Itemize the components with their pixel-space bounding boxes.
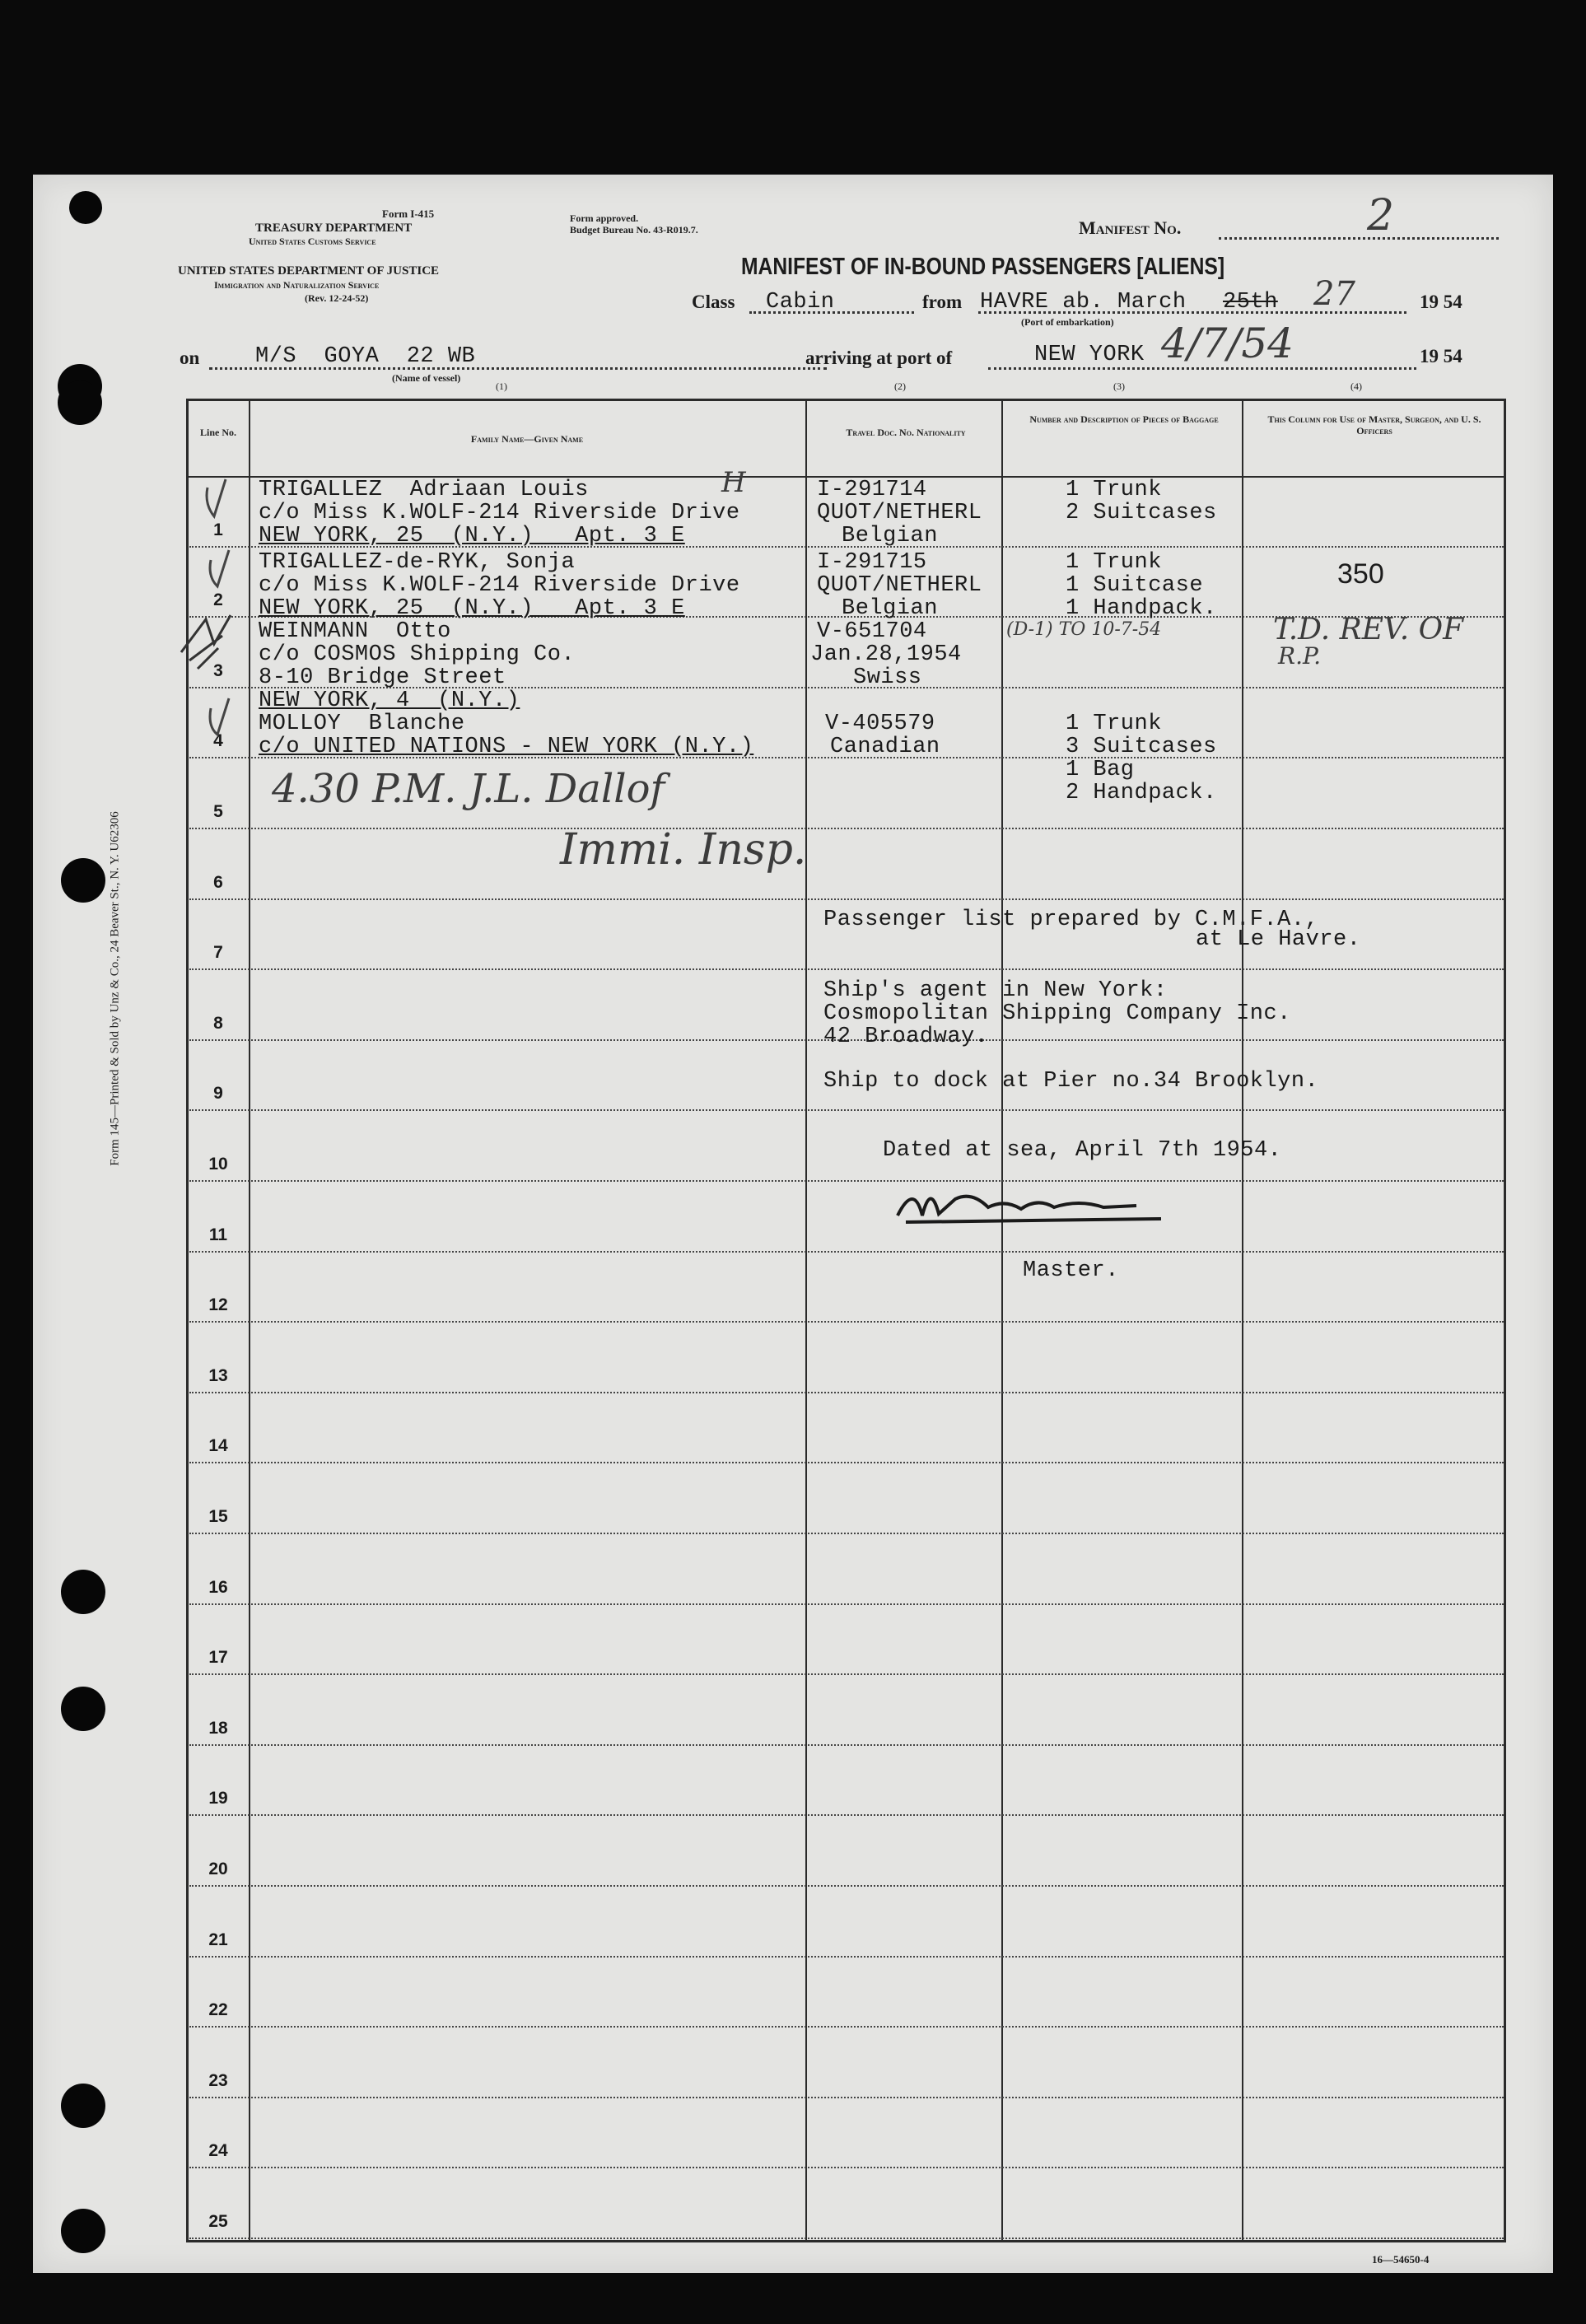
officer-hand-note: T.D. REV. OF <box>1273 613 1464 646</box>
passenger-name-line: MOLLOY Blanche <box>259 712 465 736</box>
manifest-no-line <box>1219 237 1499 240</box>
nationality: Swiss <box>853 665 922 690</box>
table-bottom-border <box>186 2240 1505 2242</box>
row-divider <box>189 1109 1504 1111</box>
arriving-label: arriving at port of <box>805 348 953 368</box>
year-2: 19 54 <box>1420 346 1462 366</box>
table-top-border <box>186 399 1505 401</box>
officer-note-number: 350 <box>1337 558 1384 590</box>
form-number: Form I-415 <box>382 208 435 220</box>
arrival-port: NEW YORK <box>1034 343 1145 367</box>
row-number: 18 <box>208 1718 228 1738</box>
baggage-item: 1 Trunk <box>1066 478 1162 502</box>
row-divider <box>189 1180 1504 1182</box>
side-printer-text: Form 145—Printed & Sold by Unz & Co., 24 Beaver St., N. Y. U62306 <box>108 811 122 1166</box>
passenger-address-line: c/o Miss K.WOLF-214 Riverside Drive <box>259 573 740 598</box>
footer-code: 16—54650-4 <box>1372 2253 1430 2266</box>
baggage-item: 3 Suitcases <box>1066 735 1217 759</box>
baggage-item: 1 Trunk <box>1066 550 1162 575</box>
passenger-address-line: NEW YORK, 25 (N.Y.) Apt. 3 E <box>259 524 685 548</box>
travel-doc-no: I-291715 <box>817 550 927 575</box>
travel-doc-no: I-291714 <box>817 478 927 502</box>
from-hand-date: 27 <box>1313 275 1355 313</box>
travel-doc-type: QUOT/NETHERL <box>817 501 982 525</box>
travel-doc-no: V-651704 <box>817 619 927 644</box>
row-number: 14 <box>208 1436 228 1456</box>
row-divider <box>189 1673 1504 1675</box>
row-number: 9 <box>213 1084 223 1104</box>
row-divider <box>189 1251 1504 1253</box>
revision-label: (Rev. 12-24-52) <box>305 292 369 304</box>
row-divider <box>189 898 1504 900</box>
from-struck-date: 25th <box>1223 290 1278 315</box>
justice-label: UNITED STATES DEPARTMENT OF JUSTICE <box>178 264 440 278</box>
passenger-address-line: c/o Miss K.WOLF-214 Riverside Drive <box>259 501 740 525</box>
immigration-label: Immigration and Naturalization Service <box>214 279 380 291</box>
nationality: Belgian <box>842 596 938 621</box>
row-number: 10 <box>208 1155 228 1174</box>
row-number: 24 <box>208 2141 228 2161</box>
year-1: 19 54 <box>1420 292 1462 312</box>
row-number: 15 <box>208 1507 228 1526</box>
prepared-note: Passenger list prepared by C.M.F.A., <box>823 908 1319 932</box>
row-divider <box>189 1603 1504 1605</box>
vessel-note: (Name of vessel) <box>392 372 461 384</box>
row-number: 1 <box>213 520 223 539</box>
row-number: 5 <box>213 802 223 821</box>
punch-hole <box>61 1687 105 1731</box>
row-number: 17 <box>208 1648 228 1668</box>
punch-hole <box>61 2209 105 2253</box>
master-signature <box>889 1174 1169 1232</box>
treasury-label: TREASURY DEPARTMENT <box>255 222 413 235</box>
baggage-item: 1 Trunk <box>1066 712 1162 736</box>
passenger-address-line: c/o UNITED NATIONS - NEW YORK (N.Y.) <box>259 735 754 759</box>
form-approved: Form approved. <box>570 212 639 224</box>
row-number: 20 <box>208 1860 228 1878</box>
row-number: 21 <box>208 1930 228 1949</box>
row-divider <box>189 2026 1504 2028</box>
row-divider <box>189 1462 1504 1463</box>
passenger-address-line: c/o COSMOS Shipping Co. <box>259 642 576 667</box>
punch-hole <box>58 380 102 425</box>
hand-mark: H <box>721 466 746 499</box>
on-label: on <box>180 348 200 368</box>
passenger-name-line: TRIGALLEZ-de-RYK, Sonja <box>259 550 576 575</box>
punch-hole <box>61 1570 105 1614</box>
budget-bureau: Budget Bureau No. 43-R019.7. <box>570 224 698 236</box>
inspector-title: Immi. Insp. <box>560 825 807 875</box>
agent-note: Ship's agent in New York: <box>823 978 1168 1003</box>
punch-hole <box>61 2084 105 2128</box>
row-number: 12 <box>208 1295 228 1315</box>
row-divider <box>189 1533 1504 1534</box>
passenger-address-line: 8-10 Bridge Street <box>259 665 506 690</box>
dock-note: Ship to dock at Pier no.34 Brooklyn. <box>823 1069 1319 1094</box>
arrival-line <box>988 367 1416 370</box>
dated-note: Dated at sea, April 7th 1954. <box>883 1138 1282 1163</box>
baggage-item: 2 Handpack. <box>1066 781 1217 805</box>
col-header-line: Line No. <box>199 427 236 438</box>
row-number: 13 <box>208 1365 228 1385</box>
from-value: HAVRE ab. March <box>980 290 1187 315</box>
travel-doc-date: Jan.28,1954 <box>810 642 962 667</box>
col-num-3: (3) <box>1113 380 1125 392</box>
row-divider <box>189 1321 1504 1323</box>
row-number: 23 <box>208 2070 228 2090</box>
handwritten-scribble-icon <box>173 603 247 677</box>
customs-label: United States Customs Service <box>249 236 376 247</box>
table-right-border <box>1504 399 1506 2242</box>
row-divider <box>189 2097 1504 2098</box>
row-number: 2 <box>213 590 223 610</box>
row-divider <box>189 1744 1504 1746</box>
travel-doc-type: QUOT/NETHERL <box>817 573 982 598</box>
vessel-name: M/S GOYA 22 WB <box>255 344 476 369</box>
baggage-item: 2 Suitcases <box>1066 501 1217 525</box>
port-embarkation-note: (Port of embarkation) <box>1021 316 1114 328</box>
passenger-name-line: TRIGALLEZ Adriaan Louis <box>259 478 589 502</box>
punch-hole <box>69 191 102 224</box>
col-header-baggage: Number and Description of Pieces of Baggage <box>1029 413 1219 425</box>
col-num-1: (1) <box>496 380 507 392</box>
row-divider <box>189 1956 1504 1958</box>
from-label: from <box>922 292 963 312</box>
punch-hole <box>61 858 105 903</box>
baggage-item: 1 Suitcase <box>1066 573 1204 598</box>
row-number: 4 <box>213 731 223 751</box>
row-divider <box>189 2238 1504 2239</box>
manifest-sheet <box>33 175 1553 2273</box>
baggage-item: 1 Bag <box>1066 758 1135 782</box>
travel-doc-no: V-405579 <box>825 712 935 736</box>
row-number: 8 <box>213 1013 223 1033</box>
row-number: 16 <box>208 1577 228 1597</box>
row-divider <box>189 828 1504 829</box>
arrival-hand-date: 4/7/54 <box>1161 320 1294 367</box>
passenger-name-line: WEINMANN Otto <box>259 619 451 644</box>
col-header-name: Family Name—Given Name <box>470 433 584 445</box>
agent-note-3: 42 Broadway. <box>823 1024 989 1049</box>
nationality: Belgian <box>842 524 938 548</box>
row-number: 19 <box>208 1789 228 1808</box>
row-divider <box>189 1392 1504 1393</box>
row-number: 7 <box>213 943 223 963</box>
passenger-address-line: NEW YORK, 25 (N.Y.) Apt. 3 E <box>259 596 685 621</box>
manifest-no-value: 2 <box>1367 191 1395 240</box>
row-number: 22 <box>208 2000 228 2020</box>
row-number: 3 <box>213 660 223 680</box>
manifest-no-label: Manifest No. <box>1079 217 1182 238</box>
baggage-item: 1 Handpack. <box>1066 596 1217 621</box>
row-number: 6 <box>213 872 223 892</box>
officer-hand-note: R.P. <box>1278 642 1322 670</box>
class-label: Class <box>692 292 735 312</box>
agent-note-2: Cosmopolitan Shipping Company Inc. <box>823 1001 1291 1026</box>
class-value: Cabin <box>766 290 835 315</box>
master-label: Master. <box>1023 1258 1119 1283</box>
inspector-time-signature: 4.30 P.M. J.L. Dallof <box>272 766 665 812</box>
row-divider <box>189 2167 1504 2168</box>
nationality: Canadian <box>830 735 940 759</box>
col-header-officers: This Column for Use of Master, Surgeon, and U. S. Officers <box>1267 413 1481 436</box>
prepared-note-2: at Le Havre. <box>1196 927 1361 952</box>
col-num-4: (4) <box>1350 380 1362 392</box>
row-divider <box>189 1885 1504 1887</box>
row-number: 11 <box>208 1225 228 1244</box>
document-title: MANIFEST OF IN-BOUND PASSENGERS [ALIENS] <box>741 254 1225 280</box>
baggage-hand-note: (D-1) TO 10-7-54 <box>1006 619 1162 640</box>
row-divider <box>189 1814 1504 1816</box>
col-num-2: (2) <box>894 380 906 392</box>
row-number: 25 <box>208 2212 228 2231</box>
col-header-travel: Travel Doc. No. Nationality <box>846 427 966 438</box>
row-divider <box>189 968 1504 970</box>
passenger-address-line: NEW YORK, 4 (N.Y.) <box>259 688 520 713</box>
